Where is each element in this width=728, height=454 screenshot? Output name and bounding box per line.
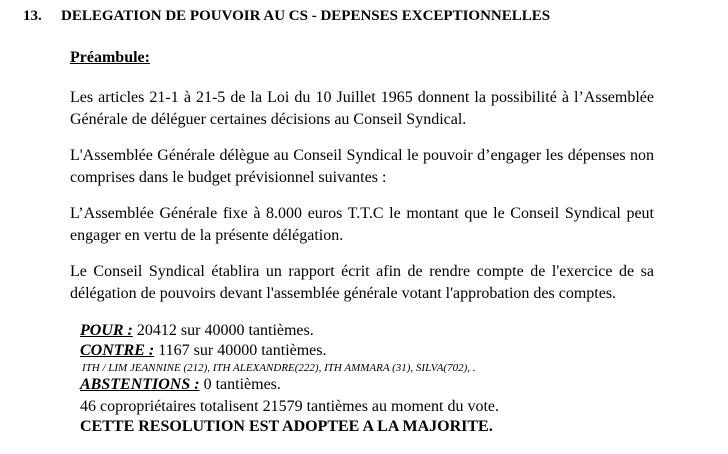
abstentions-label: ABSTENTIONS : bbox=[80, 376, 200, 393]
paragraph-articles: Les articles 21-1 à 21-5 de la Loi du 10 Juillet 1965 donnent la possibilité à l’Assemblée Générale de déléguer certaines décisions au Conseil Syndical. bbox=[70, 89, 654, 128]
vote-total: 46 copropriétaires totalisent 21579 tantièmes au moment du vote. bbox=[80, 398, 500, 415]
resolution-title: DELEGATION DE POUVOIR AU CS - DEPENSES EXCEPTIONNELLES bbox=[61, 8, 551, 24]
resolution-number: 13. bbox=[23, 8, 42, 24]
vote-results bbox=[80, 321, 499, 437]
preamble-label: Préambule: bbox=[70, 49, 150, 66]
paragraph-amount: L’Assemblée Générale fixe à 8.000 euros T.T.C le montant que le Conseil Syndical peut engager en vertu de la présente délégation. bbox=[70, 205, 654, 244]
contre-value: 1167 sur 40000 tantièmes. bbox=[154, 342, 327, 359]
vote-abstentions bbox=[80, 375, 499, 395]
pour-label: POUR : bbox=[80, 322, 133, 339]
resolution-heading bbox=[23, 8, 550, 25]
abstentions-value: 0 tantièmes. bbox=[199, 376, 281, 393]
pour-value: 20412 sur 40000 tantièmes. bbox=[132, 322, 314, 339]
paragraph-report: Le Conseil Syndical établira un rapport écrit afin de rendre compte de l'exercice de sa délégation de pouvoirs devant l'assemblée générale votant l'approbation des comptes. bbox=[70, 263, 654, 302]
resolution-result: CETTE RESOLUTION EST ADOPTEE A LA MAJORITE. bbox=[80, 418, 493, 435]
paragraph-delegation: L'Assemblée Générale délègue au Conseil Syndical le pouvoir d’engager les dépenses non comprises dans le budget prévisionnel suivantes : bbox=[70, 147, 654, 186]
vote-contre bbox=[80, 341, 499, 361]
contre-label: CONTRE : bbox=[80, 342, 155, 359]
vote-pour bbox=[80, 321, 499, 341]
contre-names: ITH / LIM JEANNINE (212), ITH ALEXANDRE(222), ITH AMMARA (31), SILVA(702), . bbox=[82, 362, 476, 374]
